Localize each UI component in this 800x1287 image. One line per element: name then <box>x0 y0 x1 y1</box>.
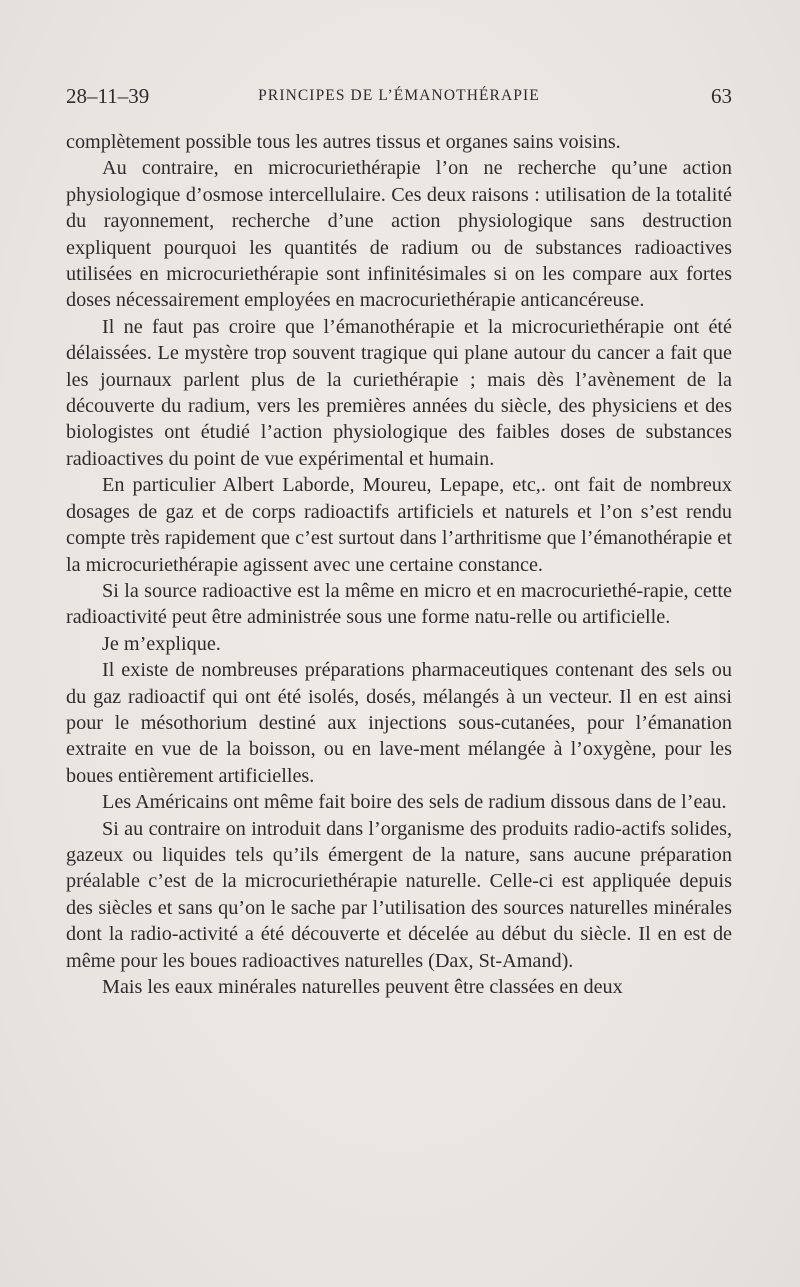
paragraph: Je m’explique. <box>102 632 221 655</box>
paragraph: Les Américains ont même fait boire des sels de radium dissous dans de l’eau. <box>102 791 727 814</box>
paragraph: En particulier Albert Laborde, Moureu, Lepape, etc,. ont fait de nombreux dosages de gaz et de corps radioactifs artificiels et naturels et l’on s’est rendu compte très rapidement que c’est surtout dans l’arthritisme que l’émanothérapie et la microcuriethérapie agissent avec une certaine constance. <box>66 474 732 576</box>
paragraph: Mais les eaux minérales naturelles peuvent être classées en deux <box>102 976 623 998</box>
paragraph: Si la source radioactive est la même en micro et en macrocuriethé-rapie, cette radioactivité peut être administrée sous une forme natu-relle ou artificielle. <box>66 579 732 629</box>
page-number: 63 <box>711 84 732 108</box>
header-title: PRINCIPES DE L’ÉMANOTHÉRAPIE <box>258 87 540 104</box>
paragraph: Au contraire, en microcuriethérapie l’on ne recherche qu’une action physiologique d’osmose intercellulaire. Ces deux raisons : utilisation de la totalité du rayonnement, recherche d’une action physiologique sans destruction expliquent pourquoi les quantités de radium ou de substances radioactives utilisées en microcuriethérapie sont infinitésimales si on les compare aux fortes doses nécessairement employées en macrocuriethérapie anticancéreuse. <box>66 157 732 312</box>
body-text <box>66 129 732 1000</box>
paragraph: Si au contraire on introduit dans l’organisme des produits radio-actifs solides, gazeux ou liquides tels qu’ils émergent de la nature, sans aucune préparation préalable c’est de la microcuriethérapie naturelle. Celle-ci est appliquée depuis des siècles et sans qu’on le sache par l’utilisation des sources naturelles minérales dont la radio-activité a été découverte et décelée au début du siècle. Il en est de même pour les boues radioactives naturelles (Dax, St-Amand). <box>66 817 732 972</box>
paragraph: complètement possible tous les autres tissus et organes sains voisins. <box>66 131 621 153</box>
paragraph: Il existe de nombreuses préparations pharmaceutiques contenant des sels ou du gaz radioactif qui ont été isolés, dosés, mélangés à un vecteur. Il en est ainsi pour le mésothorium destiné aux injections sous-cutanées, pour l’émanation extraite en vue de la boisson, ou en lave-ment mélangée à l’oxygène, pour les boues entièrement artificielles. <box>66 659 732 787</box>
header-date: 28–11–39 <box>66 84 150 108</box>
paragraph: Il ne faut pas croire que l’émanothérapie et la microcuriethérapie ont été délaissées. Le mystère trop souvent tragique qui plane autour du cancer a fait que les journaux parlent plus de la curiethérapie ; mais dès l’avènement de la découverte du radium, vers les premières années du siècle, des physiciens et des biologistes ont étudié l’action physiologique des faibles doses de substances radioactives du point de vue expérimental et humain. <box>66 315 732 470</box>
running-header <box>66 84 732 114</box>
